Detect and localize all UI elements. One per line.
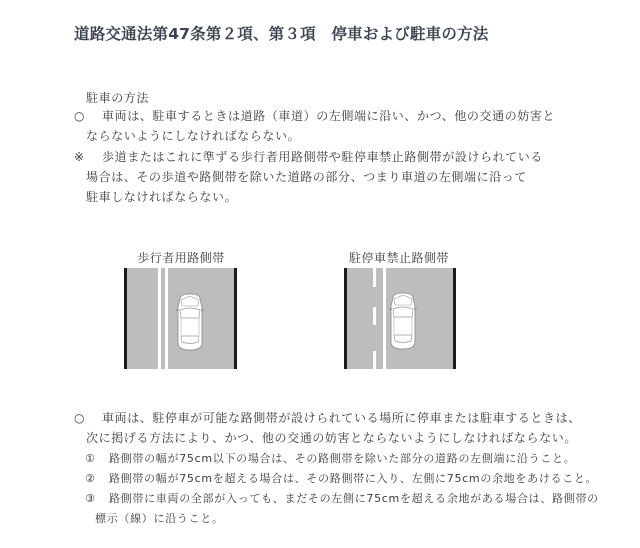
note-continuation: 場合は、その歩道や路側帯を除いた道路の部分、つまり車道の左側端に沿って [86,170,528,184]
circle-bullet-icon: ○ [74,411,86,425]
note-text: 歩道またはこれに準ずる歩行者用路側帯や駐停車禁止路側帯が設けられている [102,150,544,164]
white-line-solid [165,268,168,369]
reference-mark-icon: ※ [74,150,85,164]
subitem-2 [85,472,597,486]
subitem-text: 路側帯の幅が75cmを超える場合は、その路側帯に入り、左側に75cmの余地をあけること。 [109,472,598,485]
subitem-1 [85,452,575,466]
paragraph-continuation: 次に掲げる方法により、かつ、他の交通の妨害とならないようにしなければならない。 [86,431,577,445]
paragraph-text: 車両は、駐車するときは道路（車道）の左側端に沿い、かつ、他の交通の妨害と [102,109,556,123]
road-edge-right [234,268,237,369]
circle-bullet-icon: ○ [74,109,86,123]
paragraph-item [74,109,555,123]
road-edge-right [453,268,456,369]
circled-number-1-icon: ① [85,452,96,465]
white-line-dash [373,351,376,369]
paragraph-continuation: ならないようにしなければならない。 [86,129,301,143]
white-line-dash [373,307,376,325]
road-edge-left [344,268,347,369]
car-icon [387,292,419,350]
car-icon [174,293,206,351]
circled-number-2-icon: ② [85,472,96,485]
subitem-text: 路側帯に車両の全部が入っても、まだその左側に75cmを超える余地がある場合は、路側帯の [109,492,599,505]
white-line-solid [383,268,386,369]
note-item [74,150,543,164]
white-line-dash [373,268,376,287]
subitem-3 [85,492,599,506]
road-edge-left [124,268,127,369]
subitem-text: 路側帯の幅が75cm以下の場合は、その路側帯を除いた部分の道路の左側端に沿うこと。 [109,452,576,465]
section-heading: 駐車の方法 [86,91,150,105]
page-title: 道路交通法第47条第２項、第３項 停車および駐車の方法 [74,25,489,43]
diagram-label: 駐停車禁止路側帯 [348,251,450,265]
diagram-label: 歩行者用路側帯 [137,251,225,265]
paragraph-text: 車両は、駐停車が可能な路側帯が設けられている場所に停車または駐車するときは、 [102,411,581,425]
circled-number-3-icon: ③ [85,492,96,505]
note-continuation: 駐車しなければならない。 [86,190,238,204]
subitem-continuation: 標示（線）に沿うこと。 [95,512,224,525]
paragraph-item [74,411,581,425]
white-line-solid [158,268,161,369]
